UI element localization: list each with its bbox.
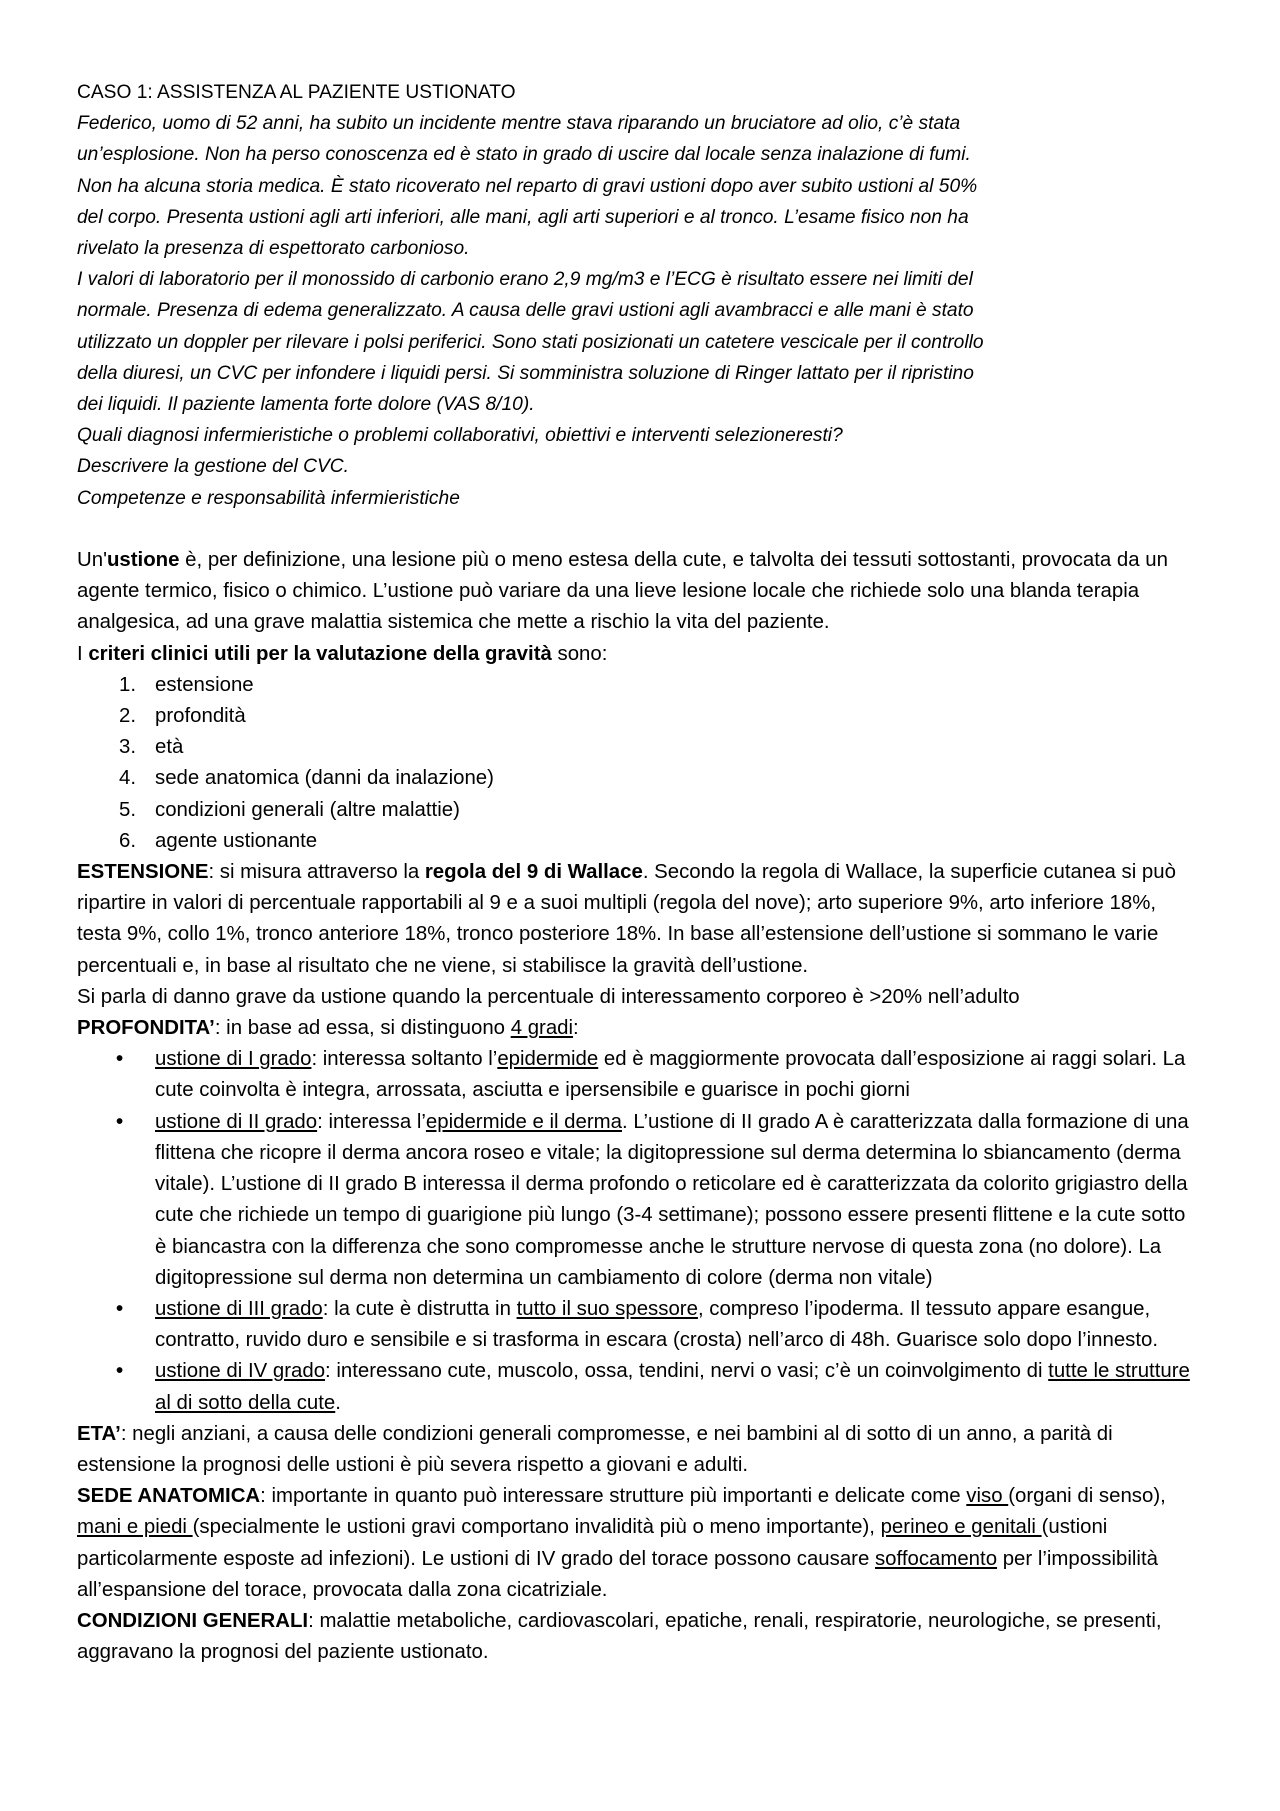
- list-item-text: età: [155, 736, 184, 759]
- text-span: : negli anziani, a causa delle condizioni generali compromesse, e nei bambini al di sotto di un anno, a parità di estensione la prognosi delle ustioni è più severa rispetto a giovani e adulti.: [77, 1422, 1113, 1476]
- estensione-paragraph: [77, 857, 1202, 982]
- sede-paragraph: [77, 1481, 1202, 1606]
- list-number: 6.: [119, 829, 137, 852]
- text-span: ed è maggiormente provocata dall’esposizione ai raggi solari. La cute coinvolta è integra, arrossata, asciutta e ipersensibile e guarisce in pochi giorni: [155, 1048, 1186, 1102]
- case-line: della diuresi, un CVC per infondere i liquidi persi. Si somministra soluzione di Ringer lattato per il ripristino: [77, 362, 974, 384]
- text-span: .: [335, 1391, 341, 1414]
- case-line: I valori di laboratorio per il monossido di carbonio erano 2,9 mg/m3 e l’ECG è risultato essere nei limiti del: [77, 269, 973, 291]
- case-line: del corpo. Presenta ustioni agli arti inferiori, alle mani, agli arti superiori e al tronco. L’esame fisico non ha: [77, 206, 969, 228]
- text-span: per l’impossibilità all’espansione del torace, provocata dalla zona cicatriziale.: [77, 1547, 1158, 1601]
- underlined-term: epidermide: [497, 1048, 599, 1071]
- criteria-heading: criteri clinici utili per la valutazione della gravità: [88, 642, 552, 665]
- case-block: [77, 77, 1202, 514]
- text-span: : interessa l’: [317, 1110, 426, 1133]
- section-label: PROFONDITA’: [77, 1017, 215, 1040]
- list-item-text: profondità: [155, 705, 246, 728]
- eta-paragraph: [77, 1419, 1202, 1481]
- text-span: (ustioni particolarmente esposte ad infezioni). Le ustioni di IV grado del torace possono causare: [77, 1516, 1108, 1570]
- underlined-term: epidermide e il derma: [425, 1110, 622, 1133]
- underlined-term: soffocamento: [874, 1547, 998, 1570]
- grade-title: ustione di I grado: [155, 1048, 312, 1071]
- section-label: ETA’: [77, 1422, 121, 1445]
- intro-paragraph: [77, 545, 1202, 639]
- text-span: : in base ad essa, si distinguono: [214, 1017, 511, 1040]
- list-number: 3.: [119, 736, 137, 759]
- text-span: : interessa soltanto l’: [311, 1048, 498, 1071]
- grade-item-3: [77, 1294, 1202, 1356]
- list-item-text: condizioni generali (altre malattie): [155, 798, 460, 821]
- spacer: [77, 514, 1202, 545]
- grade-item-2: [77, 1107, 1202, 1294]
- list-item: [77, 826, 1202, 857]
- grade-item-4: [77, 1356, 1202, 1418]
- text-span: . Secondo la regola di Wallace, la superficie cutanea si può ripartire in valori di percentuale rapportabili al 9 e a suoi multipli (regola del nove); arto superiore 9%, arto inferiore 18%, testa 9%, collo 1%, tronco anteriore 18%, tronco posteriore 18%. In base all’estensione dell’ustione si sommano le varie percentuali e, in base al risultato che ne viene, si stabilisce la gravità dell’ustione.: [77, 861, 1176, 977]
- text-span: sono:: [551, 642, 608, 665]
- case-question: Quali diagnosi infermieristiche o problemi collaborativi, obiettivi e interventi selezioneresti?: [77, 425, 843, 447]
- list-number: 5.: [119, 798, 137, 821]
- case-line: normale. Presenza di edema generalizzato. A causa delle gravi ustioni agli avambracci e alle mani è stato: [77, 300, 974, 322]
- text-span: : interessano cute, muscolo, ossa, tendini, nervi o vasi; c’è un coinvolgimento di: [325, 1360, 1049, 1383]
- case-line: un’esplosione. Non ha perso conoscenza ed è stato in grado di uscire dal locale senza inalazione di fumi.: [77, 144, 971, 166]
- bullet-icon: •: [116, 1048, 124, 1071]
- case-line: rivelato la presenza di espettorato carbonioso.: [77, 238, 470, 260]
- text-span: : si misura attraverso la: [208, 861, 425, 884]
- term-ustione: ustione: [106, 549, 180, 572]
- underlined-term: mani e piedi: [77, 1516, 193, 1539]
- list-item: [77, 795, 1202, 826]
- estensione-note: Si parla di danno grave da ustione quando la percentuale di interessamento corporeo è >20% nell’adulto: [77, 985, 1020, 1008]
- case-line: Non ha alcuna storia medica. È stato ricoverato nel reparto di gravi ustioni dopo aver subito ustioni al 50%: [77, 175, 978, 197]
- list-item: [77, 763, 1202, 794]
- grades-list: [77, 1044, 1202, 1418]
- text-span: (organi di senso),: [1008, 1485, 1166, 1508]
- grade-item-1: [77, 1044, 1202, 1106]
- text-span: : malattie metaboliche, cardiovascolari, epatiche, renali, respiratorie, neurologiche, se presenti, aggravano la prognosi del paziente ustionato.: [77, 1609, 1162, 1664]
- case-line: utilizzato un doppler per rilevare i polsi periferici. Sono stati posizionati un catetere vescicale per il controllo: [77, 331, 984, 353]
- bullet-icon: •: [116, 1110, 124, 1133]
- text-span: : importante in quanto può interessare strutture più importanti e delicate come: [260, 1485, 967, 1508]
- case-description: [77, 108, 1202, 514]
- list-item-text: estensione: [155, 673, 254, 696]
- case-title: CASO 1: ASSISTENZA AL PAZIENTE USTIONATO: [77, 82, 516, 103]
- case-line: Federico, uomo di 52 anni, ha subito un incidente mentre stava riparando un bruciatore ad olio, c’è stata: [77, 113, 961, 135]
- case-line: dei liquidi. Il paziente lamenta forte dolore (VAS 8/10).: [77, 394, 535, 416]
- list-item: [77, 732, 1202, 763]
- grade-title: ustione di IV grado: [155, 1360, 326, 1383]
- text-span: : la cute è distrutta in: [322, 1297, 517, 1320]
- text-span: . L’ustione di II grado A è caratterizzata dalla formazione di una flittena che ricopre il derma ancora roseo e vitale; la digitopressione sul derma determina lo sbiancamento (derma vitale). L’ustione di II grado B interessa il derma profondo o reticolare ed è caratterizzata da colorito grigiastro della cute che richiede un tempo di guarigione più lungo (3-4 settimane); possono essere presenti flittene e la cute sotto è biancastra con la differenza che sono compromesse anche le strutture nervose di questa zona (no dolore). La digitopressione sul derma non determina un cambiamento di colore (derma non vitale): [155, 1110, 1189, 1289]
- list-number: 1.: [119, 673, 137, 696]
- case-question: Competenze e responsabilità infermieristiche: [77, 487, 460, 509]
- list-item-text: sede anatomica (danni da inalazione): [155, 767, 494, 790]
- list-number: 2.: [119, 705, 137, 728]
- underlined-term: perineo e genitali: [880, 1516, 1042, 1539]
- list-item-text: agente ustionante: [155, 829, 318, 852]
- list-number: 4.: [119, 767, 137, 790]
- underlined-term: 4 gradi: [510, 1017, 574, 1040]
- underlined-term: tutte le strutture al di sotto della cute: [155, 1360, 1190, 1414]
- criteria-list: [77, 670, 1202, 857]
- list-item: [77, 701, 1202, 732]
- criteria-intro: [77, 639, 1202, 670]
- underlined-term: viso: [966, 1485, 1009, 1508]
- section-label: ESTENSIONE: [77, 861, 209, 884]
- text-span: Un': [77, 549, 107, 572]
- condizioni-paragraph: [77, 1606, 1202, 1668]
- grade-title: ustione di III grado: [155, 1297, 323, 1320]
- case-question: Descrivere la gestione del CVC.: [77, 456, 349, 478]
- section-label: SEDE ANATOMICA: [77, 1485, 261, 1508]
- bullet-icon: •: [116, 1360, 124, 1383]
- text-span: (specialmente le ustioni gravi comportano invalidità più o meno importante),: [192, 1516, 881, 1539]
- text-span: è, per definizione, una lesione più o meno estesa della cute, e talvolta dei tessuti sottostanti, provocata da un agente termico, fisico o chimico. L’ustione può variare da una lieve lesione locale che richiede solo una blanda terapia analgesica, ad una grave malattia sistemica che mette a rischio la vita del paziente.: [77, 549, 1168, 634]
- bullet-icon: •: [116, 1297, 124, 1320]
- content-body: [77, 545, 1202, 1668]
- section-label: CONDIZIONI GENERALI: [77, 1609, 309, 1632]
- grade-title: ustione di II grado: [155, 1110, 318, 1133]
- text-span: I: [77, 642, 89, 665]
- bold-term: regola del 9 di Wallace: [424, 861, 643, 884]
- list-item: [77, 670, 1202, 701]
- underlined-term: tutto il suo spessore: [516, 1297, 698, 1320]
- text-span: :: [573, 1017, 579, 1040]
- profondita-paragraph: [77, 1013, 1202, 1044]
- text-span: , compreso l’ipoderma. Il tessuto appare esangue, contratto, ruvido duro e sensibile e si trasforma in escara (crosta) nell’arco di 48h. Guarisce solo dopo l’innesto.: [155, 1297, 1159, 1352]
- document-page: [77, 77, 1202, 1668]
